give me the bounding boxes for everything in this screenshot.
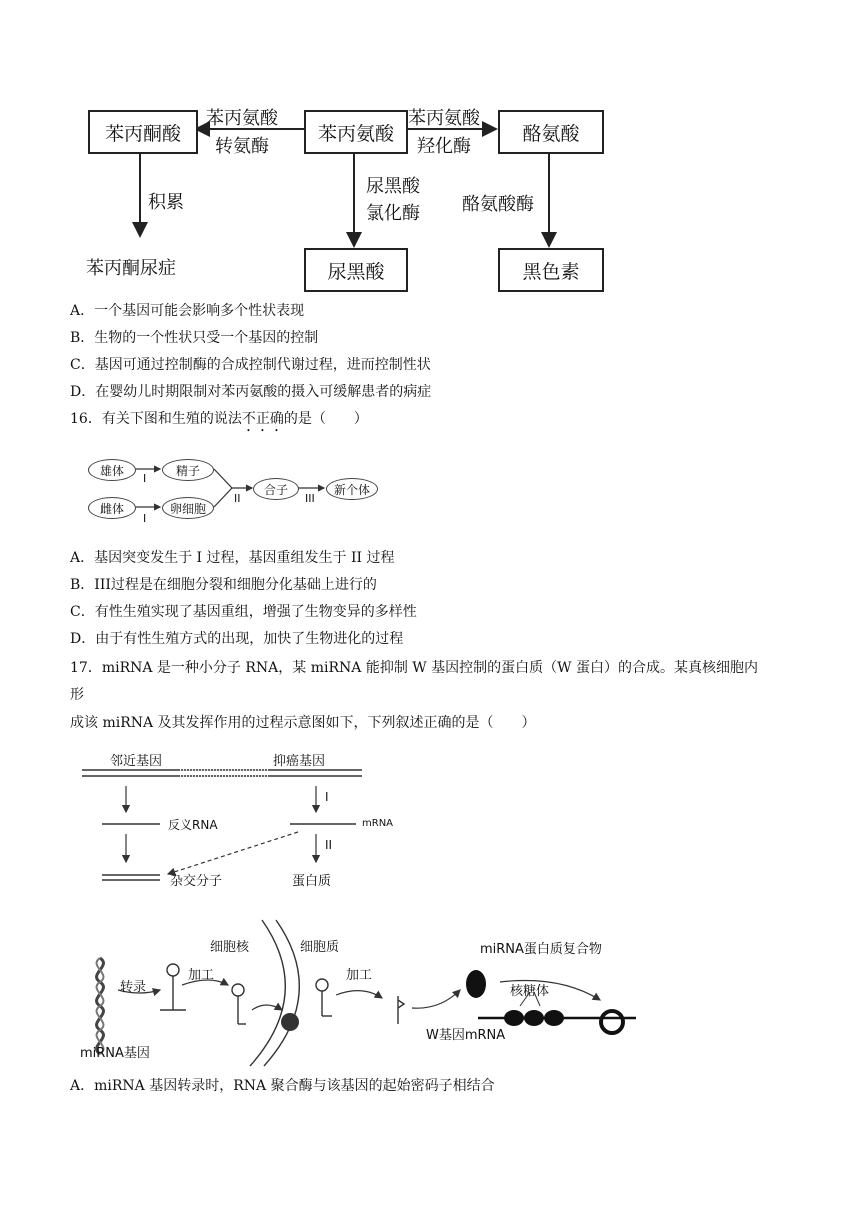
process-III: III [305, 492, 315, 505]
q17-stem-line1b: 形 [70, 687, 84, 703]
label-accumulate: 积累 [148, 192, 184, 213]
enzyme-tyrosinase: 酪氨酸酶 [462, 194, 534, 215]
label-mirna-gene: miRNA基因 [80, 1046, 150, 1061]
label-pku-disease: 苯丙酮尿症 [86, 258, 176, 279]
label-processing-1: 加工 [188, 968, 215, 983]
enzyme-transaminase-line1: 苯丙氨酸 [206, 108, 278, 129]
box-homogentisic-acid: 尿黑酸 [304, 248, 408, 292]
label-ribosome: 核糖体 [510, 984, 550, 999]
enzyme-hydroxylase-line1: 苯丙氨酸 [408, 108, 480, 129]
q15-option-c: C．基因可通过控制酶的合成控制代谢过程，进而控制性状 [70, 357, 431, 373]
label-hybrid-molecule: 杂交分子 [170, 874, 223, 889]
enzyme-transaminase-line2: 转氨酶 [215, 136, 269, 157]
q16-stem-pre: 16．有关下图和生殖的说法 [70, 411, 242, 427]
node-egg: 卵细胞 [162, 497, 214, 519]
label-w-gene-mrna: W基因mRNA [426, 1028, 506, 1043]
label-cytoplasm: 细胞质 [300, 940, 340, 955]
process-I: I [325, 790, 329, 804]
process-I-bottom: I [143, 512, 147, 525]
q16-option-c: C．有性生殖实现了基因重组，增强了生物变异的多样性 [70, 604, 417, 620]
node-zygote: 合子 [253, 478, 299, 500]
q15-option-b: B．生物的一个性状只受一个基因的控制 [70, 330, 319, 346]
node-female: 雌体 [88, 497, 136, 519]
label-antisense-rna: 反义RNA [168, 818, 218, 832]
label-neighbor-gene: 邻近基因 [110, 754, 163, 769]
enzyme-hydroxylase-line2: 羟化酶 [417, 136, 471, 157]
q16-option-b: B．III过程是在细胞分裂和细胞分化基础上进行的 [70, 577, 377, 593]
label-nucleus: 细胞核 [210, 940, 250, 955]
box-melanin: 黑色素 [498, 248, 604, 292]
q17-stem-line2: 成该 miRNA 及其发挥作用的过程示意图如下，下列叙述正确的是（ ） [70, 715, 536, 731]
node-sperm: 精子 [162, 459, 214, 481]
q15-option-a: A．一个基因可能会影响多个性状表现 [70, 303, 305, 319]
enzyme-oxidase-line1: 尿黑酸 [366, 176, 420, 197]
q16-option-a: A．基因突变发生于 I 过程，基因重组发生于 II 过程 [70, 550, 395, 566]
label-processing-2: 加工 [346, 968, 373, 983]
process-II: II [325, 838, 333, 852]
q17-stem-line1: 17．miRNA 是一种小分子 RNA，某 miRNA 能抑制 W 基因控制的蛋白质（W 蛋白）的合成。某真核细胞内 [70, 660, 758, 676]
label-protein: 蛋白质 [292, 874, 332, 889]
q16-option-d: D．由于有性生殖方式的出现，加快了生物进化的过程 [70, 631, 404, 647]
label-mrna: mRNA [362, 818, 394, 829]
label-suppressor-gene: 抑癌基因 [273, 754, 326, 769]
label-transcription: 转录 [120, 980, 147, 995]
q17-option-a: A．miRNA 基因转录时，RNA 聚合酶与该基因的起始密码子相结合 [70, 1078, 495, 1094]
box-phenylalanine: 苯丙氨酸 [304, 110, 408, 154]
box-phenylpyruvate: 苯丙酮酸 [88, 110, 198, 154]
node-male: 雄体 [88, 459, 136, 481]
node-new-individual: 新个体 [326, 478, 378, 500]
process-I-top: I [143, 472, 147, 485]
enzyme-oxidase-line2: 氯化酶 [366, 203, 420, 224]
q16-stem-post: 的是（ ） [283, 411, 368, 427]
box-tyrosine: 酪氨酸 [498, 110, 604, 154]
process-II: II [234, 492, 241, 505]
label-mirna-protein-complex: miRNA蛋白质复合物 [480, 942, 602, 957]
q16-stem-emphasis: 不正确 [241, 411, 284, 427]
q15-option-d: D．在婴幼儿时期限制对苯丙氨酸的摄入可缓解患者的病症 [70, 384, 432, 400]
